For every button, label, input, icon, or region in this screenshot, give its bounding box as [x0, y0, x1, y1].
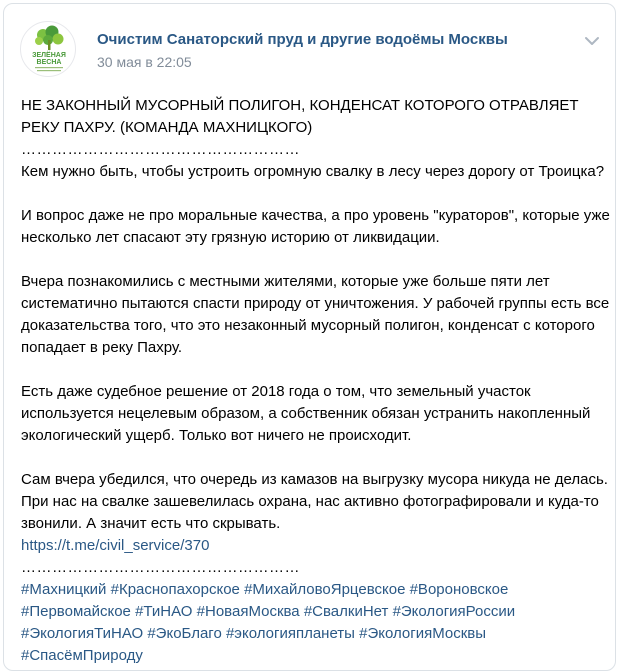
post-date[interactable]: 30 мая в 22:05 [97, 54, 192, 70]
paragraph-5: Сам вчера убедился, что очередь из камазов на выгрузку мусора никуда не делась. При нас на свалке зашевелилась охрана, нас активно фотографировали и куда-то звонили. А значит есть что скрывать. [21, 471, 608, 532]
hashtag[interactable]: #ЭкологияРоссии [392, 603, 516, 620]
telegram-link[interactable]: https://t.me/civil_service/370 [21, 537, 210, 554]
divider-dots: ……………………………………………… [21, 559, 300, 576]
hashtag[interactable]: #Махницкий [21, 581, 107, 598]
hashtags [21, 579, 611, 667]
hashtag[interactable]: #Первомайское [21, 603, 131, 620]
post-card [3, 3, 616, 671]
hashtag[interactable]: #СпасёмПрироду [21, 647, 143, 664]
hashtag[interactable]: #МихайловоЯрцевское [244, 581, 406, 598]
svg-text:ЗЕЛЁНАЯ: ЗЕЛЁНАЯ [32, 52, 66, 59]
paragraph-4: Есть даже судебное решение от 2018 года о том, что земельный участок используется нецелевым образом, а собственник обязан устранить накопленный экологический ущерб. Только вот ничего не происходит. [21, 383, 591, 444]
post-title: НЕ ЗАКОННЫЙ МУСОРНЫЙ ПОЛИГОН, КОНДЕНСАТ КОТОРОГО ОТРАВЛЯЕТ РЕКУ ПАХРУ. (КОМАНДА МАХНИЦКОГО) [21, 97, 579, 136]
post-text [21, 95, 611, 667]
paragraph-3: Вчера познакомились с местными жителями, которые уже больше пяти лет систематично пытаются спасти природу от уничтожения. У рабочей группы есть все доказательства того, что это незаконный мусорный полигон, конденсат с которого попадает в реку Пахру. [21, 273, 610, 356]
hashtag[interactable]: #экологияпланеты [225, 625, 355, 642]
paragraph-2: И вопрос даже не про моральные качества, а про уровень "кураторов", которые уже несколько лет спасают эту грязную историю от ликвидации. [21, 207, 610, 246]
divider-dots: ……………………………………………… [21, 141, 300, 158]
hashtag[interactable]: #Вороновское [409, 581, 509, 598]
hashtag[interactable]: #НоваяМосква [196, 603, 300, 620]
hashtag[interactable]: #ЭкологияТиНАО [21, 625, 144, 642]
hashtag[interactable]: #СвалкиНет [303, 603, 389, 620]
svg-text:ВЕСНА: ВЕСНА [36, 59, 62, 66]
hashtag[interactable]: #ЭкоБлаго [147, 625, 222, 642]
paragraph-1: Кем нужно быть, чтобы устроить огромную свалку в лесу через дорогу от Троицка? [21, 163, 605, 180]
hashtag[interactable]: #ЭкологияМосквы [359, 625, 487, 642]
group-name-link[interactable]: Очистим Санаторский пруд и другие водоёмы Москвы [97, 31, 508, 48]
group-avatar[interactable] [20, 21, 76, 77]
hashtag[interactable]: #Краснопахорское [110, 581, 240, 598]
chevron-down-icon[interactable] [582, 34, 602, 48]
zelenaya-vesna-logo [21, 22, 76, 77]
hashtag[interactable]: #ТиНАО [135, 603, 193, 620]
